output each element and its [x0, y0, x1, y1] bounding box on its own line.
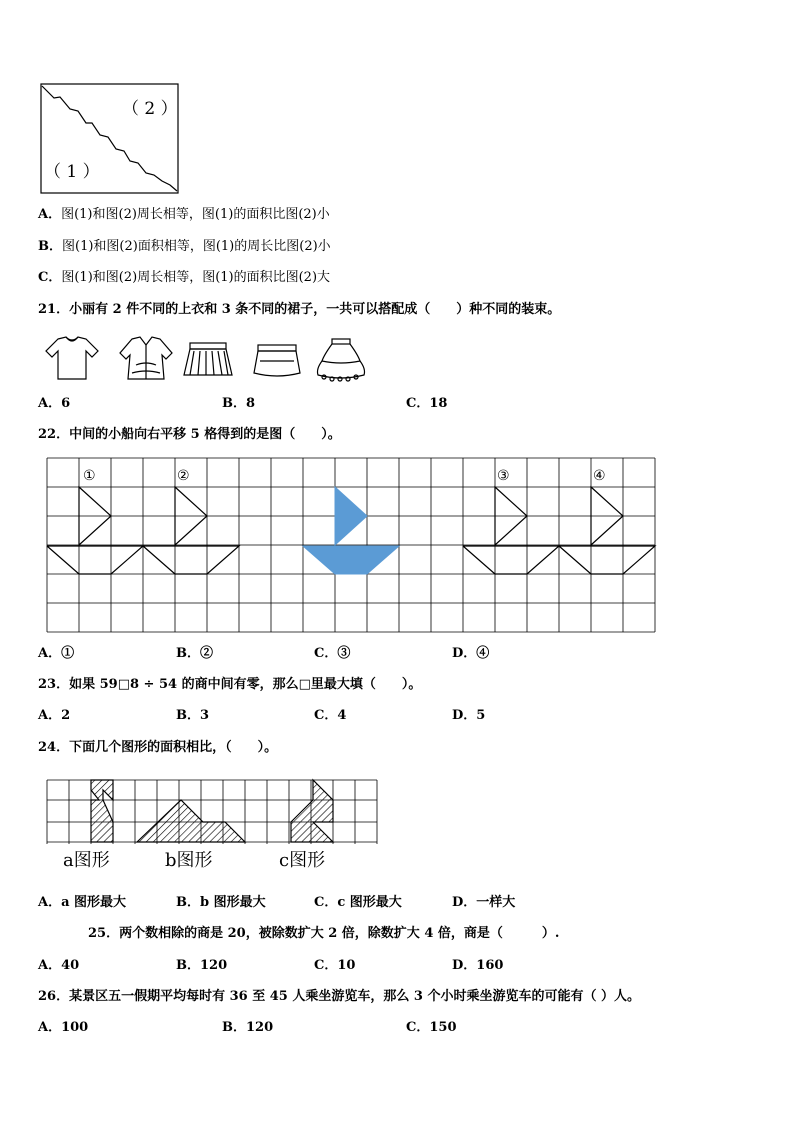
- q20-option-a: A．图(1)和图(2)周长相等，图(1)的面积比图(2)小: [38, 207, 330, 222]
- boat-grid: [47, 458, 657, 634]
- q22-option-d: D．④: [452, 646, 490, 661]
- shirt-2-icon: [120, 337, 172, 379]
- q24-option-b: B．b 图形最大: [176, 895, 266, 910]
- q20-option-b: B．图(1)和图(2)面积相等，图(1)的周长比图(2)小: [38, 239, 331, 254]
- q26-option-b: B．120: [222, 1020, 274, 1035]
- q25-option-b: B．120: [176, 958, 228, 973]
- caption-c: c图形: [279, 850, 326, 871]
- q24-stem: 24．下面几个图形的面积相比，（ ）。: [38, 740, 278, 755]
- q24-option-c: C．c 图形最大: [314, 895, 402, 910]
- center-boat: [303, 487, 399, 574]
- q22-option-a: A．①: [38, 646, 75, 661]
- boat-2: [143, 487, 239, 574]
- q21-stem: 21．小丽有 2 件不同的上衣和 3 条不同的裙子，一共可以搭配成（ ）种不同的装束。: [38, 302, 561, 317]
- skirt-3-icon: [318, 339, 365, 381]
- figure-label-1: （ 1 ）: [44, 162, 100, 182]
- caption-b: b图形: [165, 850, 213, 871]
- q22-option-c: C．③: [314, 646, 351, 661]
- skirt-1-icon: [184, 343, 232, 375]
- figure-label-2: （ 2 ）: [122, 99, 178, 119]
- q25-option-c: C．10: [314, 958, 356, 973]
- skirt-2-icon: [254, 345, 300, 376]
- q22-stem: 22．中间的小船向右平移 5 格得到的是图（ ）。: [38, 427, 341, 442]
- q21-option-a: A．6: [38, 396, 71, 411]
- q25-stem: 25．两个数相除的商是 20，被除数扩大 2 倍，除数扩大 4 倍，商是（ ）.: [88, 926, 560, 941]
- clothing-images: [44, 335, 374, 383]
- shirt-1-icon: [46, 337, 98, 379]
- q23-option-a: A．2: [38, 708, 71, 723]
- q25-option-a: A．40: [38, 958, 80, 973]
- boat-1: [47, 487, 143, 574]
- q23-option-c: C．4: [314, 708, 347, 723]
- q26-stem: 26．某景区五一假期平均每时有 36 至 45 人乘坐游览车，那么 3 个小时乘坐游览车的可能有（ ）人。: [38, 989, 640, 1004]
- caption-a: a图形: [63, 850, 110, 871]
- q24-option-d: D．一样大: [452, 895, 516, 910]
- q20-option-c: C．图(1)和图(2)周长相等，图(1)的面积比图(2)大: [38, 270, 331, 285]
- q22-option-b: B．②: [176, 646, 214, 661]
- boat-label-3: ③: [497, 468, 510, 484]
- boat-label-1: ①: [83, 468, 96, 484]
- q26-option-a: A．100: [38, 1020, 89, 1035]
- q21-option-c: C．18: [406, 396, 448, 411]
- shape-c: [291, 780, 333, 842]
- q20-figure: [40, 83, 180, 195]
- area-figures: [47, 778, 387, 874]
- boat-3: [463, 487, 559, 574]
- q23-option-d: D．5: [452, 708, 486, 723]
- shape-b: [137, 800, 245, 842]
- shape-a: [91, 780, 113, 842]
- q25-option-d: D．160: [452, 958, 504, 973]
- q21-option-b: B．8: [222, 396, 256, 411]
- boat-label-2: ②: [177, 468, 190, 484]
- boat-label-4: ④: [593, 468, 606, 484]
- q24-option-a: A．a 图形最大: [38, 895, 127, 910]
- q23-option-b: B．3: [176, 708, 210, 723]
- q26-option-c: C．150: [406, 1020, 457, 1035]
- q23-stem: 23．如果 59□8 ÷ 54 的商中间有零，那么□里最大填（ ）。: [38, 677, 422, 692]
- boat-4: [559, 487, 655, 574]
